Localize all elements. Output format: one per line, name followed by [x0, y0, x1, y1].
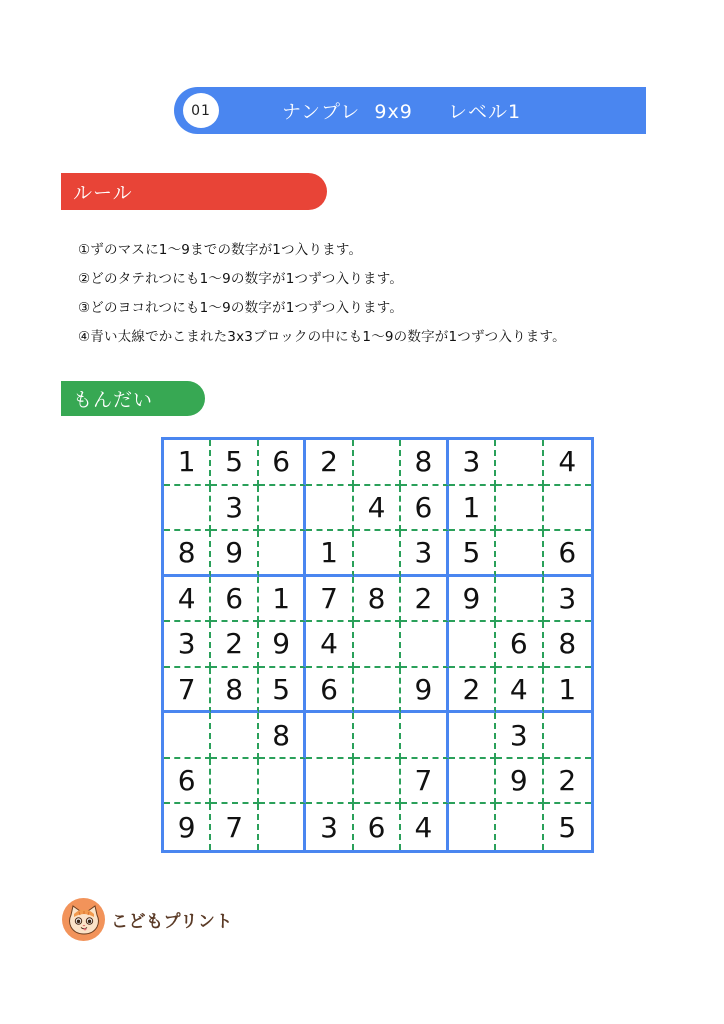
sudoku-cell[interactable]: 3: [164, 622, 211, 668]
sudoku-cell[interactable]: 6: [544, 531, 591, 577]
sudoku-cell[interactable]: 2: [449, 668, 496, 714]
sudoku-cell[interactable]: 6: [496, 622, 543, 668]
sudoku-cell[interactable]: 5: [558, 810, 577, 844]
sudoku-cell[interactable]: 8: [544, 622, 591, 668]
sudoku-cell[interactable]: [449, 622, 496, 668]
sudoku-cell[interactable]: 6: [401, 486, 448, 532]
rule-item: ②どのタテれつにも1〜9の数字が1つずつ入ります。: [78, 271, 404, 287]
sudoku-cell[interactable]: 7: [211, 804, 258, 850]
sudoku-cell[interactable]: [496, 440, 543, 486]
sudoku-cell[interactable]: [354, 622, 401, 668]
sudoku-cell[interactable]: 6: [164, 759, 211, 805]
sudoku-cell[interactable]: 6: [259, 440, 306, 486]
sudoku-cell[interactable]: [449, 804, 496, 850]
sudoku-cell[interactable]: [211, 713, 258, 759]
sudoku-cell[interactable]: 4: [496, 668, 543, 714]
sudoku-cell[interactable]: 8: [401, 440, 448, 486]
sudoku-cell[interactable]: [354, 668, 401, 714]
sudoku-cell[interactable]: 4: [354, 486, 401, 532]
sudoku-cell[interactable]: 1: [544, 668, 591, 714]
sudoku-cell[interactable]: 2: [211, 622, 258, 668]
sudoku-cell[interactable]: 8: [354, 577, 401, 623]
sudoku-cell[interactable]: 2: [401, 577, 448, 623]
brand-name: こどもプリント: [111, 912, 233, 932]
sudoku-cell[interactable]: 2: [306, 440, 353, 486]
sudoku-cell[interactable]: 9: [259, 622, 306, 668]
sudoku-cell[interactable]: 3: [449, 440, 496, 486]
sudoku-cell[interactable]: 6: [211, 577, 258, 623]
sudoku-cell[interactable]: 3: [211, 486, 258, 532]
sudoku-cell[interactable]: [496, 577, 543, 623]
sudoku-cell[interactable]: [164, 713, 211, 759]
sudoku-cell[interactable]: [259, 486, 306, 532]
sudoku-cell[interactable]: [306, 486, 353, 532]
rules-heading: ルール: [61, 173, 327, 210]
sudoku-cell[interactable]: 4: [306, 622, 353, 668]
cat-face-icon: [62, 898, 105, 941]
sudoku-cell[interactable]: [164, 486, 211, 532]
sudoku-cell[interactable]: [544, 713, 591, 759]
sudoku-cell[interactable]: 7: [306, 577, 353, 623]
sudoku-cell[interactable]: [306, 713, 353, 759]
sudoku-cell[interactable]: 7: [401, 759, 448, 805]
sudoku-cell[interactable]: [544, 486, 591, 532]
sudoku-cell[interactable]: 7: [164, 668, 211, 714]
sudoku-cell[interactable]: 8: [259, 713, 306, 759]
sudoku-cell[interactable]: 5: [449, 531, 496, 577]
sudoku-cell[interactable]: [496, 531, 543, 577]
sudoku-cell[interactable]: [211, 759, 258, 805]
sudoku-cell[interactable]: 5: [211, 440, 258, 486]
sudoku-cell[interactable]: [496, 486, 543, 532]
sudoku-cell[interactable]: 1: [164, 440, 211, 486]
sudoku-grid: [161, 437, 594, 853]
sudoku-cell[interactable]: 8: [211, 668, 258, 714]
sudoku-cell[interactable]: [259, 759, 306, 805]
sudoku-cell[interactable]: [496, 804, 543, 850]
sudoku-cell[interactable]: 4: [401, 804, 448, 850]
rule-item: ③どのヨコれつにも1〜9の数字が1つずつ入ります。: [78, 300, 404, 316]
sudoku-cell[interactable]: 5: [259, 668, 306, 714]
rules-list: [78, 236, 566, 352]
sudoku-cell[interactable]: [354, 440, 401, 486]
sudoku-cell[interactable]: [354, 531, 401, 577]
sudoku-cell[interactable]: [354, 713, 401, 759]
sudoku-cell[interactable]: 6: [306, 668, 353, 714]
sudoku-cell[interactable]: 2: [544, 759, 591, 805]
rule-item: ④青い太線でかこまれた3x3ブロックの中にも1〜9の数字が1つずつ入ります。: [78, 329, 566, 345]
sudoku-cell[interactable]: 1: [306, 531, 353, 577]
sudoku-cell[interactable]: 9: [211, 531, 258, 577]
sudoku-cell[interactable]: 3: [401, 531, 448, 577]
sudoku-cell[interactable]: 9: [164, 804, 211, 850]
sudoku-cell[interactable]: 6: [354, 804, 401, 850]
sudoku-cell[interactable]: 3: [496, 713, 543, 759]
sudoku-cell[interactable]: 9: [449, 577, 496, 623]
sudoku-cell[interactable]: [259, 531, 306, 577]
sudoku-cell[interactable]: 9: [401, 668, 448, 714]
sudoku-cell[interactable]: 1: [259, 577, 306, 623]
sudoku-cell[interactable]: [354, 759, 401, 805]
sudoku-cell[interactable]: [259, 804, 306, 850]
sudoku-cell[interactable]: 3: [544, 577, 591, 623]
sudoku-cell[interactable]: 4: [164, 577, 211, 623]
worksheet-number-badge: 01: [183, 93, 219, 128]
rule-item: ①ずのマスに1〜9までの数字が1つ入ります。: [78, 242, 363, 258]
sudoku-cell[interactable]: [401, 713, 448, 759]
sudoku-cell[interactable]: [449, 713, 496, 759]
title-bar: [174, 87, 646, 134]
problem-heading: もんだい: [61, 381, 205, 416]
sudoku-cell[interactable]: 3: [306, 804, 353, 850]
sudoku-cell[interactable]: [401, 622, 448, 668]
sudoku-cell[interactable]: 4: [544, 440, 591, 486]
sudoku-cell[interactable]: [449, 759, 496, 805]
sudoku-cell[interactable]: 8: [164, 531, 211, 577]
sudoku-cell[interactable]: 9: [496, 759, 543, 805]
sudoku-cell[interactable]: 1: [449, 486, 496, 532]
brand-logo: [62, 898, 233, 941]
page-title: ナンプレ 9x9 レベル1: [282, 101, 522, 123]
sudoku-cell[interactable]: [306, 759, 353, 805]
